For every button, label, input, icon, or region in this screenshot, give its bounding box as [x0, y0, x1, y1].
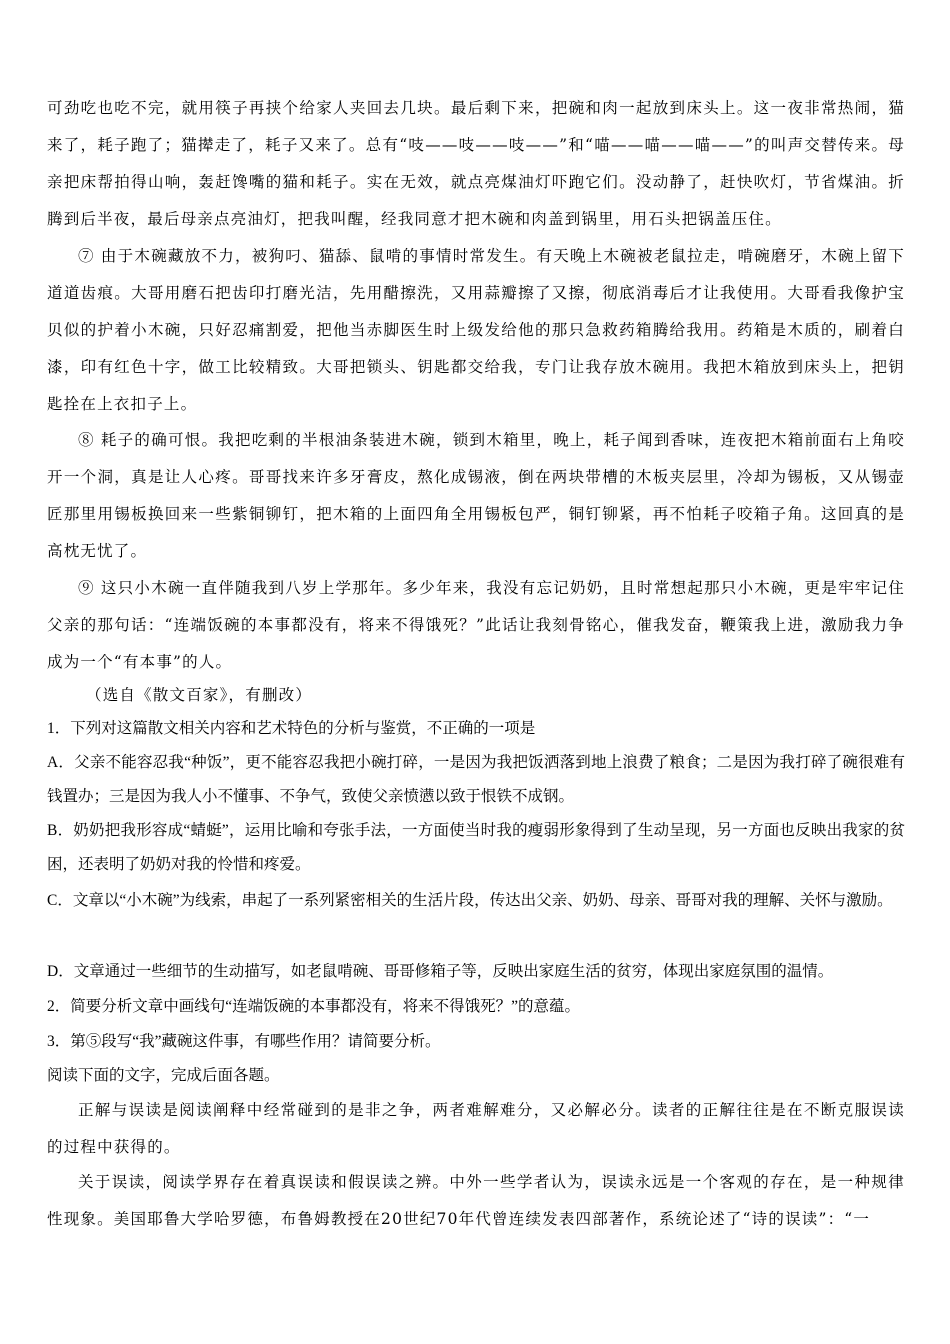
question-1-stem: 1．下列对这篇散文相关内容和艺术特色的分析与鉴赏，不正确的一项是 — [47, 720, 536, 737]
source-citation: （选自《散文百家》，有删改） — [86, 686, 313, 704]
question-1-option-d: D．文章通过一些细节的生动描写，如老鼠啃碗、哥哥修箱子等，反映出家庭生活的贫穷，体现出家庭氛围的温情。 — [47, 963, 834, 980]
question-1-option-c: C．文章以“小木碗”为线索，串起了一系列紧密相关的生活片段，传达出父亲、奶奶、母亲、哥哥对我的理解、关怀与激励。 — [47, 892, 893, 909]
paragraph-7: ⑦ 由于木碗藏放不力，被狗叼、猫舔、鼠啃的事情时常发生。有天晚上木碗被老鼠拉走，啃碗磨牙，木碗上留下道道齿痕。大哥用磨石把齿印打磨光洁，先用醋擦洗，又用蒜瓣擦了又擦，彻底消毒后才让我使用。大哥看我像护宝贝似的护着小木碗，只好忍痛割爱，把他当赤脚医生时上级发给他的那只急救药箱腾给我用。药箱是木质的，刷着白漆，印有红色十字，做工比较精致。大哥把锁头、钥匙都交给我，专门让我存放木碗用。我把木箱放到床头上，把钥匙拴在上衣扣子上。 — [47, 247, 905, 413]
paragraph-8: ⑧ 耗子的确可恨。我把吃剩的半根油条装进木碗，锁到木箱里，晚上，耗子闻到香味，连夜把木箱前面右上角咬开一个洞，真是让人心疼。哥哥找来许多牙膏皮，熬化成锡液，倒在两块带槽的木板夹层里，冷却为锡板，又从锡壶匠那里用锡板换回来一些紫铜铆钉，把木箱的上面四角全用锡板包严，铜钉铆紧，再不怕耗子咬箱子角。这回真的是高枕无忧了。 — [47, 431, 905, 560]
paragraph-6-tail: 可劲吃也吃不完，就用筷子再挟个给家人夹回去几块。最后剩下来，把碗和肉一起放到床头上。这一夜非常热闹，猫来了，耗子跑了；猫撵走了，耗子又来了。总有“吱——吱——吱——”和“喵——喵——喵——”的叫声交替传来。母亲把床帮拍得山响，轰赶馋嘴的猫和耗子。实在无效，就点亮煤油灯吓跑它们。没动静了，赶快吹灯，节省煤油。折腾到后半夜，最后母亲点亮油灯，把我叫醒，经我同意才把木碗和肉盖到锅里，用石头把锅盖压住。 — [47, 99, 905, 228]
question-2: 2．简要分析文章中画线句“连端饭碗的本事都没有，将来不得饿死？”的意蕴。 — [47, 998, 581, 1015]
question-1-option-b: B．奶奶把我形容成“蜻蜓”，运用比喻和夸张手法，一方面使当时我的瘦弱形象得到了生动呈现，另一方面也反映出我家的贫困，还表明了奶奶对我的怜惜和疼爱。 — [47, 822, 905, 873]
question-3: 3．第⑤段写“我”藏碗这件事，有哪些作用？请简要分析。 — [47, 1033, 441, 1050]
passage-2-paragraph-1: 正解与误读是阅读阐释中经常碰到的是非之争，两者难解难分，又必解必分。读者的正解往往是在不断克服误读的过程中获得的。 — [47, 1101, 905, 1156]
passage-2-paragraph-2: 关于误读，阅读学界存在着真误读和假误读之辨。中外一些学者认为，误读永远是一个客观的存在，是一种规律性现象。美国耶鲁大学哈罗德，布鲁姆教授在20世纪70年代曾连续发表四部著作，系统论述了“诗的误读”：“一 — [47, 1173, 905, 1228]
question-1-option-a: A．父亲不能容忍我“种饭”，更不能容忍我把小碗打碎，一是因为我把饭洒落到地上浪费了粮食；二是因为我打碎了碗很难有钱置办；三是因为我人小不懂事、不争气，致使父亲愤懑以致于恨铁不成钢。 — [47, 754, 905, 805]
reading-instruction: 阅读下面的文字，完成后面各题。 — [47, 1067, 280, 1084]
paragraph-9: ⑨ 这只小木碗一直伴随我到八岁上学那年。多少年来，我没有忘记奶奶，且时常想起那只小木碗，更是牢牢记住父亲的那句话：“连端饭碗的本事都没有，将来不得饿死？”此话让我刻骨铭心，催我发奋，鞭策我上进，激励我力争成为一个“有本事”的人。 — [47, 579, 905, 671]
